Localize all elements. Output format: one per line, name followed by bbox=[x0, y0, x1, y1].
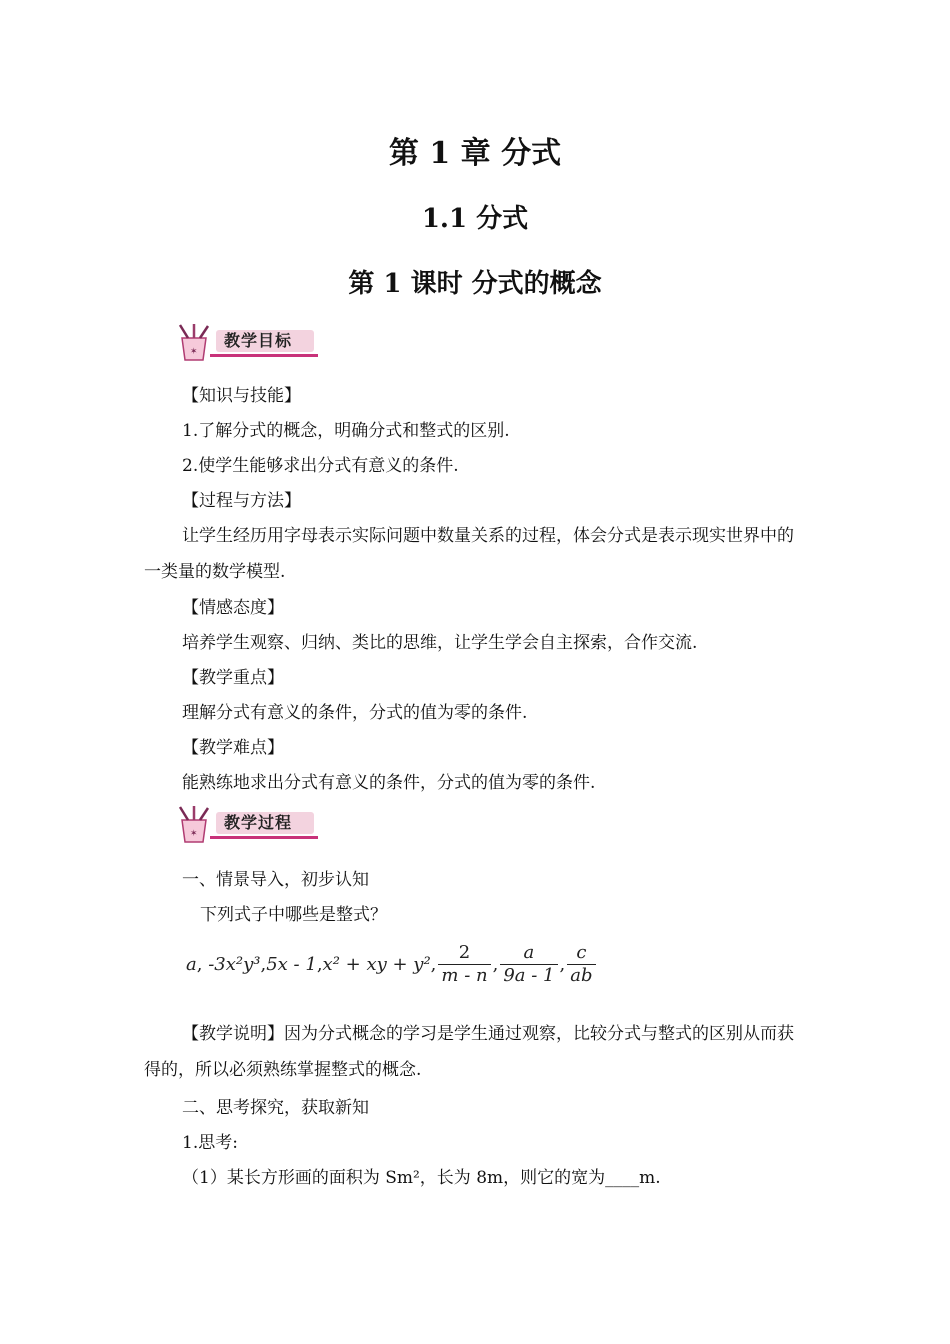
heading-difficulty: 【教学难点】 bbox=[182, 738, 284, 758]
goals-badge-underline bbox=[210, 354, 318, 357]
fraction-3-numerator: c bbox=[576, 941, 587, 963]
goals-badge bbox=[170, 322, 320, 364]
teaching-note: 【教学说明】因为分式概念的学习是学生通过观察，比较分式与整式的区别从而获得的，所以必须熟练掌握整式的概念. bbox=[144, 1024, 794, 1080]
expr-monomial: -3x²y³ bbox=[208, 953, 261, 975]
fraction-1 bbox=[438, 942, 490, 987]
process-badge bbox=[170, 804, 320, 846]
svg-text:✶: ✶ bbox=[190, 829, 198, 839]
think-label: 1.思考: bbox=[182, 1133, 238, 1153]
question-rectangle: （1）某长方形画的面积为 Sm²，长为 8m，则它的宽为____m. bbox=[182, 1168, 661, 1188]
fraction-3 bbox=[567, 942, 595, 987]
emotion-item: 培养学生观察、归纳、类比的思维，让学生学会自主探索，合作交流. bbox=[182, 633, 698, 653]
difficulty-item: 能熟练地求出分式有意义的条件，分式的值为零的条件. bbox=[182, 773, 596, 793]
heading-emotion: 【情感态度】 bbox=[182, 598, 284, 618]
key-points-item: 理解分式有意义的条件，分式的值为零的条件. bbox=[182, 703, 528, 723]
fraction-1-denominator: m - n bbox=[438, 964, 490, 987]
pen-holder-icon bbox=[170, 322, 218, 364]
process-paragraph: 让学生经历用字母表示实际问题中数量关系的过程，体会分式是表示现实世界中的一类量的数学模型. bbox=[144, 526, 794, 582]
expr-quadratic: x² + xy + y² bbox=[322, 953, 431, 975]
heading-knowledge: 【知识与技能】 bbox=[182, 386, 301, 406]
heading-key-points: 【教学重点】 bbox=[182, 668, 284, 688]
expr-a: a bbox=[186, 953, 197, 975]
question-integers: 下列式子中哪些是整式？ bbox=[200, 905, 387, 925]
pen-holder-icon bbox=[170, 804, 218, 846]
fraction-2 bbox=[500, 942, 557, 987]
section-intro: 一、情景导入，初步认知 bbox=[182, 870, 369, 890]
process-badge-underline bbox=[210, 836, 318, 839]
knowledge-item-1: 1.了解分式的概念，明确分式和整式的区别. bbox=[182, 421, 510, 441]
fraction-2-denominator: 9a - 1 bbox=[500, 964, 557, 987]
knowledge-item-2: 2.使学生能够求出分式有意义的条件. bbox=[182, 456, 459, 476]
svg-text:✶: ✶ bbox=[190, 347, 198, 357]
fraction-3-denominator: ab bbox=[567, 964, 595, 987]
section-explore: 二、思考探究，获取新知 bbox=[182, 1098, 369, 1118]
expression-list: a , -3x²y³ , 5x - 1 , x² + xy + y² , $\frac{2}{m - n}$ , $\frac{a}{9a - 1}$ , $\frac{c}{ab}$ bbox=[186, 934, 598, 994]
expr-linear: 5x - 1 bbox=[266, 953, 317, 975]
fraction-1-numerator: 2 bbox=[458, 941, 471, 963]
fraction-2-numerator: a bbox=[523, 941, 535, 963]
goals-badge-label: 教学目标 bbox=[216, 330, 314, 352]
heading-process: 【过程与方法】 bbox=[182, 491, 301, 511]
section-title: 1.1 分式 bbox=[421, 204, 529, 234]
lesson-title: 第 1 课时 分式的概念 bbox=[348, 269, 602, 299]
process-badge-label: 教学过程 bbox=[216, 812, 314, 834]
chapter-title: 第 1 章 分式 bbox=[388, 136, 562, 171]
